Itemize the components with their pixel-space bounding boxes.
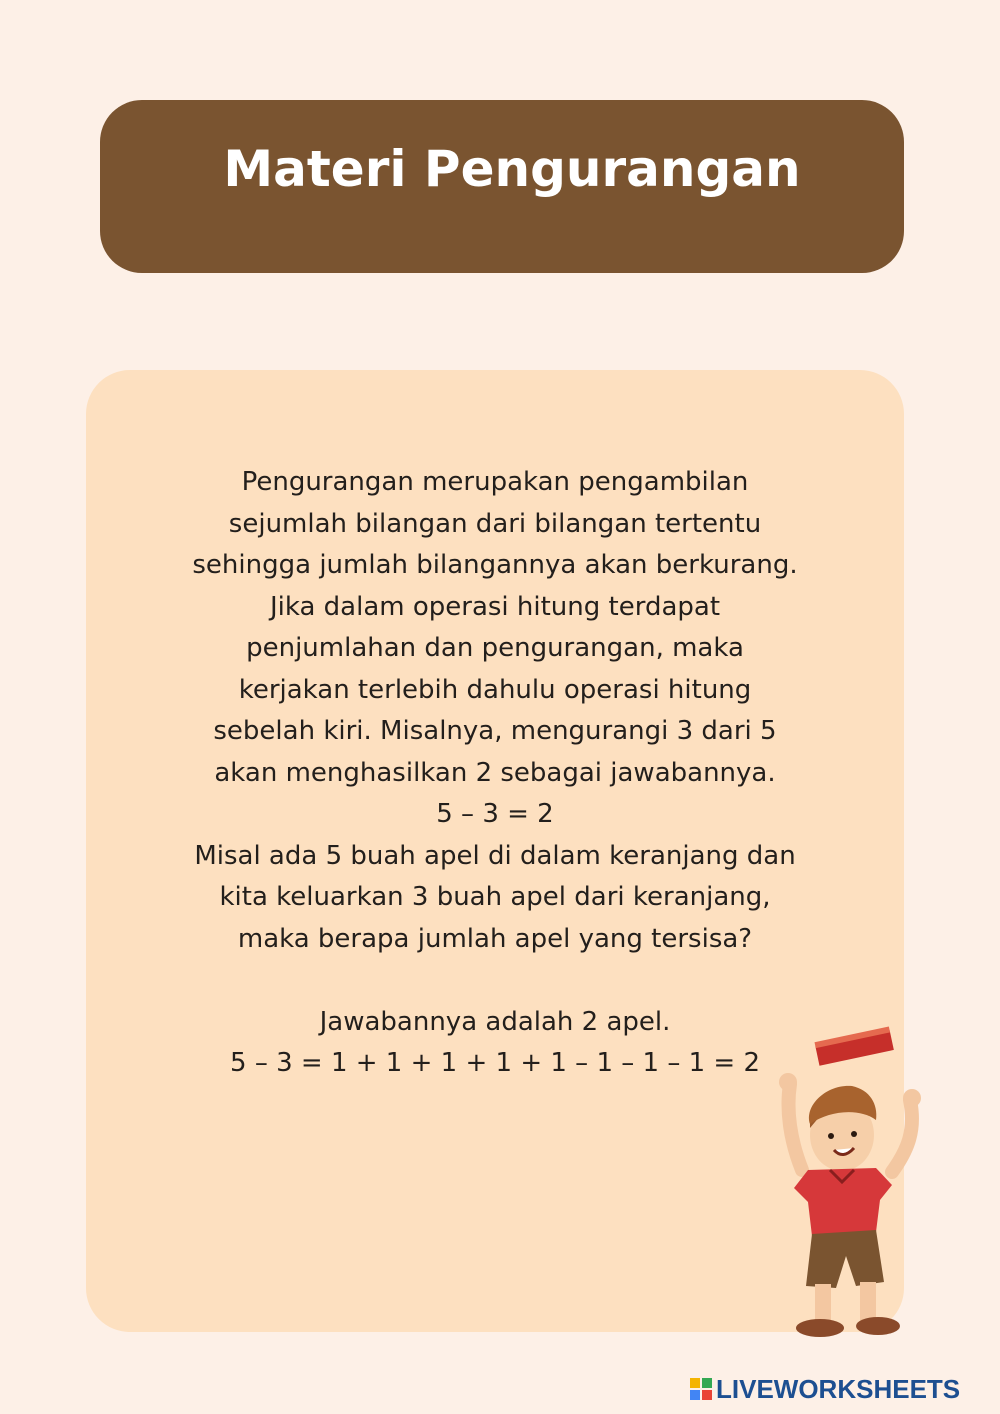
page-title: Materi Pengurangan bbox=[223, 140, 801, 198]
text-line: sebelah kiri. Misalnya, mengurangi 3 dari 5 bbox=[213, 716, 777, 746]
text-line: kita keluarkan 3 buah apel dari keranjang, bbox=[219, 882, 771, 912]
liveworksheets-logo[interactable] bbox=[690, 1376, 960, 1402]
text-line: sehingga jumlah bilangannya akan berkurang. bbox=[192, 550, 798, 580]
logo-text: LIVEWORKSHEETS bbox=[716, 1374, 961, 1404]
question-line: maka berapa jumlah apel yang tersisa? bbox=[237, 923, 753, 954]
answer-line: Jawabannya adalah 2 apel. bbox=[319, 1006, 671, 1037]
text-line: penjumlahan dan pengurangan, maka bbox=[246, 633, 744, 663]
boy-with-eraser-illustration bbox=[760, 1020, 940, 1355]
equation-line: 5 – 3 = 2 bbox=[436, 799, 554, 829]
text-line: Jika dalam operasi hitung terdapat bbox=[269, 591, 721, 622]
blank-line bbox=[100, 960, 890, 1002]
text-line: akan menghasilkan 2 sebagai jawabannya. bbox=[214, 757, 776, 788]
text-line: Pengurangan merupakan pengambilan bbox=[241, 467, 749, 497]
lesson-text bbox=[100, 462, 890, 1085]
liveworksheets-logo-icon bbox=[690, 1378, 712, 1400]
text-line: kerjakan terlebih dahulu operasi hitung bbox=[238, 674, 752, 705]
text-line: sejumlah bilangan dari bilangan tertentu bbox=[228, 508, 762, 539]
text-line: Misal ada 5 buah apel di dalam keranjang dan bbox=[194, 840, 796, 871]
equation-line: 5 – 3 = 1 + 1 + 1 + 1 + 1 – 1 – 1 – 1 = 2 bbox=[230, 1048, 760, 1078]
